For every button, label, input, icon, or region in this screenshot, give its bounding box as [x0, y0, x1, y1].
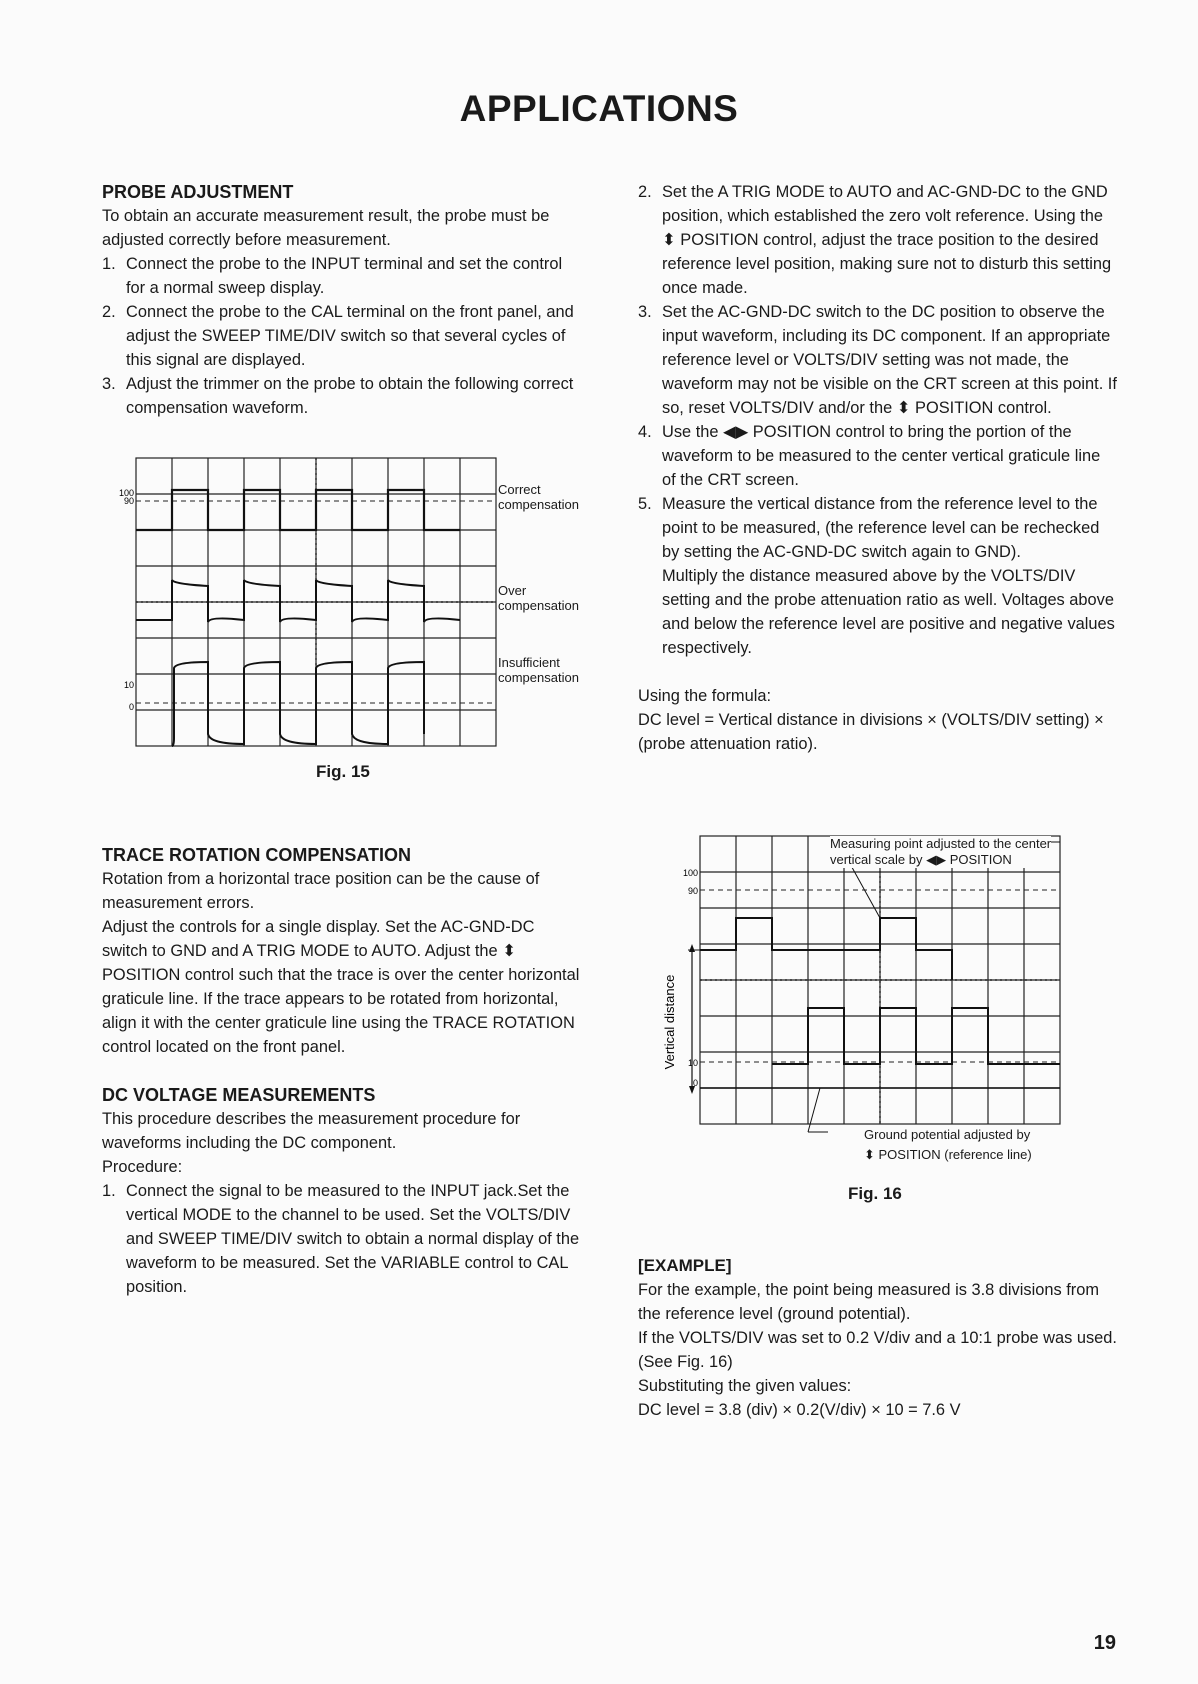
trace-p1: Rotation from a horizontal trace position can be the cause of measurement errors.	[102, 870, 540, 912]
formula: DC level = Vertical distance in divisions × (VOLTS/DIV setting) × (probe attenuation ratio).	[638, 711, 1104, 753]
right-steps	[638, 180, 1118, 756]
fig15-label-insufficient: Insufficient compensation	[498, 655, 579, 685]
example-p4: DC level = 3.8 (div) × 0.2(V/div) × 10 = 7.6 V	[638, 1401, 961, 1419]
example-p2: If the VOLTS/DIV was set to 0.2 V/div and a 10:1 probe was used. (See Fig. 16)	[638, 1329, 1117, 1371]
dc-heading: DC VOLTAGE MEASUREMENTS	[102, 1085, 376, 1105]
dc-intro: This procedure describes the measurement procedure for waveforms including the DC component.	[102, 1110, 521, 1152]
fig15-label-over: Over compensation	[498, 583, 579, 613]
fig15-tick-0: 0	[128, 702, 134, 712]
step: 5. Measure the vertical distance from the reference level to the point to be measured, (the reference level can be rechecked by setting the AC-GND-DC switch again to GND).	[638, 495, 1100, 561]
formula-intro: Using the formula:	[638, 687, 772, 705]
dc-procedure: Procedure:	[102, 1158, 183, 1176]
page-number: 19	[1093, 1632, 1116, 1654]
trace-section	[102, 843, 580, 1059]
fig16-tick-10: 10	[687, 1058, 698, 1068]
step: 2. Set the A TRIG MODE to AUTO and AC-GND-DC to the GND position, which established the zero volt reference. Using the ⬍ POSITION control, adjust the trace position to the desired reference level position, making sure not to disturb this setting once made.	[638, 183, 1112, 297]
example-heading: [EXAMPLE]	[638, 1256, 732, 1275]
fig15-label-correct: Correct compensation	[498, 482, 579, 512]
fig15-tick-100: 100	[118, 488, 134, 498]
page-title: APPLICATIONS	[459, 88, 739, 129]
fig15-caption: Fig. 15	[316, 762, 370, 781]
fig16-tick-90: 90	[687, 886, 698, 896]
fig16-label-top: Measuring point adjusted to the center vertical scale by ◀▶ POSITION	[830, 836, 1052, 867]
multiply-text: Multiply the distance measured above by the VOLTS/DIV setting and the probe attenuation ratio as well. Voltages above and below the reference level are positive and negative values respectively.	[662, 567, 1115, 657]
fig16-diagram	[660, 832, 1100, 1162]
probe-intro: To obtain an accurate measurement result, the probe must be adjusted correctly before measurement.	[102, 207, 550, 249]
fig16-tick-100: 100	[682, 868, 698, 878]
dc-section	[102, 1083, 580, 1299]
probe-section	[102, 180, 580, 420]
fig16-caption: Fig. 16	[848, 1184, 902, 1203]
fig16-tick-0: 0	[692, 1078, 698, 1088]
dc-step: 1. Connect the signal to be measured to the INPUT jack.Set the vertical MODE to the channel to be used. Set the VOLTS/DIV and SWEEP TIME/DIV switch to obtain a normal display of the waveform to be measured. Set the VARIABLE control to CAL position.	[102, 1182, 580, 1296]
step: 3. Set the AC-GND-DC switch to the DC position to observe the input waveform, including its DC component. If an appropriate reference level or VOLTS/DIV setting was not made, the waveform may not be visible on the CRT screen at this point. If so, reset VOLTS/DIV and/or the ⬍ POSITION control.	[638, 303, 1117, 417]
fig15-tick-10: 10	[123, 680, 134, 690]
trace-heading: TRACE ROTATION COMPENSATION	[102, 845, 411, 865]
trace-p2: Adjust the controls for a single display. Set the AC-GND-DC switch to GND and A TRIG MODE to AUTO. Adjust the ⬍ POSITION control such that the trace is over the center horizontal graticule line. If the trace appears to be rotated from horizontal, align it with the center graticule line using the TRACE ROTATION control located on the front panel.	[102, 918, 580, 1056]
example-p3: Substituting the given values:	[638, 1377, 852, 1395]
example-p1: For the example, the point being measured is 3.8 divisions from the reference level (ground potential).	[638, 1281, 1099, 1323]
example-section	[638, 1254, 1118, 1422]
fig16-vertical-label: Vertical distance	[662, 974, 677, 1070]
probe-step: 3. Adjust the trimmer on the probe to obtain the following correct compensation waveform.	[102, 375, 574, 417]
probe-step: 1. Connect the probe to the INPUT terminal and set the control for a normal sweep display.	[102, 255, 563, 297]
fig16-label-bottom: Ground potential adjusted by ⬍ POSITION (reference line)	[864, 1127, 1032, 1162]
fig15-tick-90: 90	[123, 496, 134, 506]
step: 4. Use the ◀▶ POSITION control to bring the portion of the waveform to be measured to the center vertical graticule line of the CRT screen.	[638, 423, 1101, 489]
probe-step: 2. Connect the probe to the CAL terminal on the front panel, and adjust the SWEEP TIME/DIV switch so that several cycles of this signal are displayed.	[102, 303, 574, 369]
probe-heading: PROBE ADJUSTMENT	[102, 182, 294, 202]
